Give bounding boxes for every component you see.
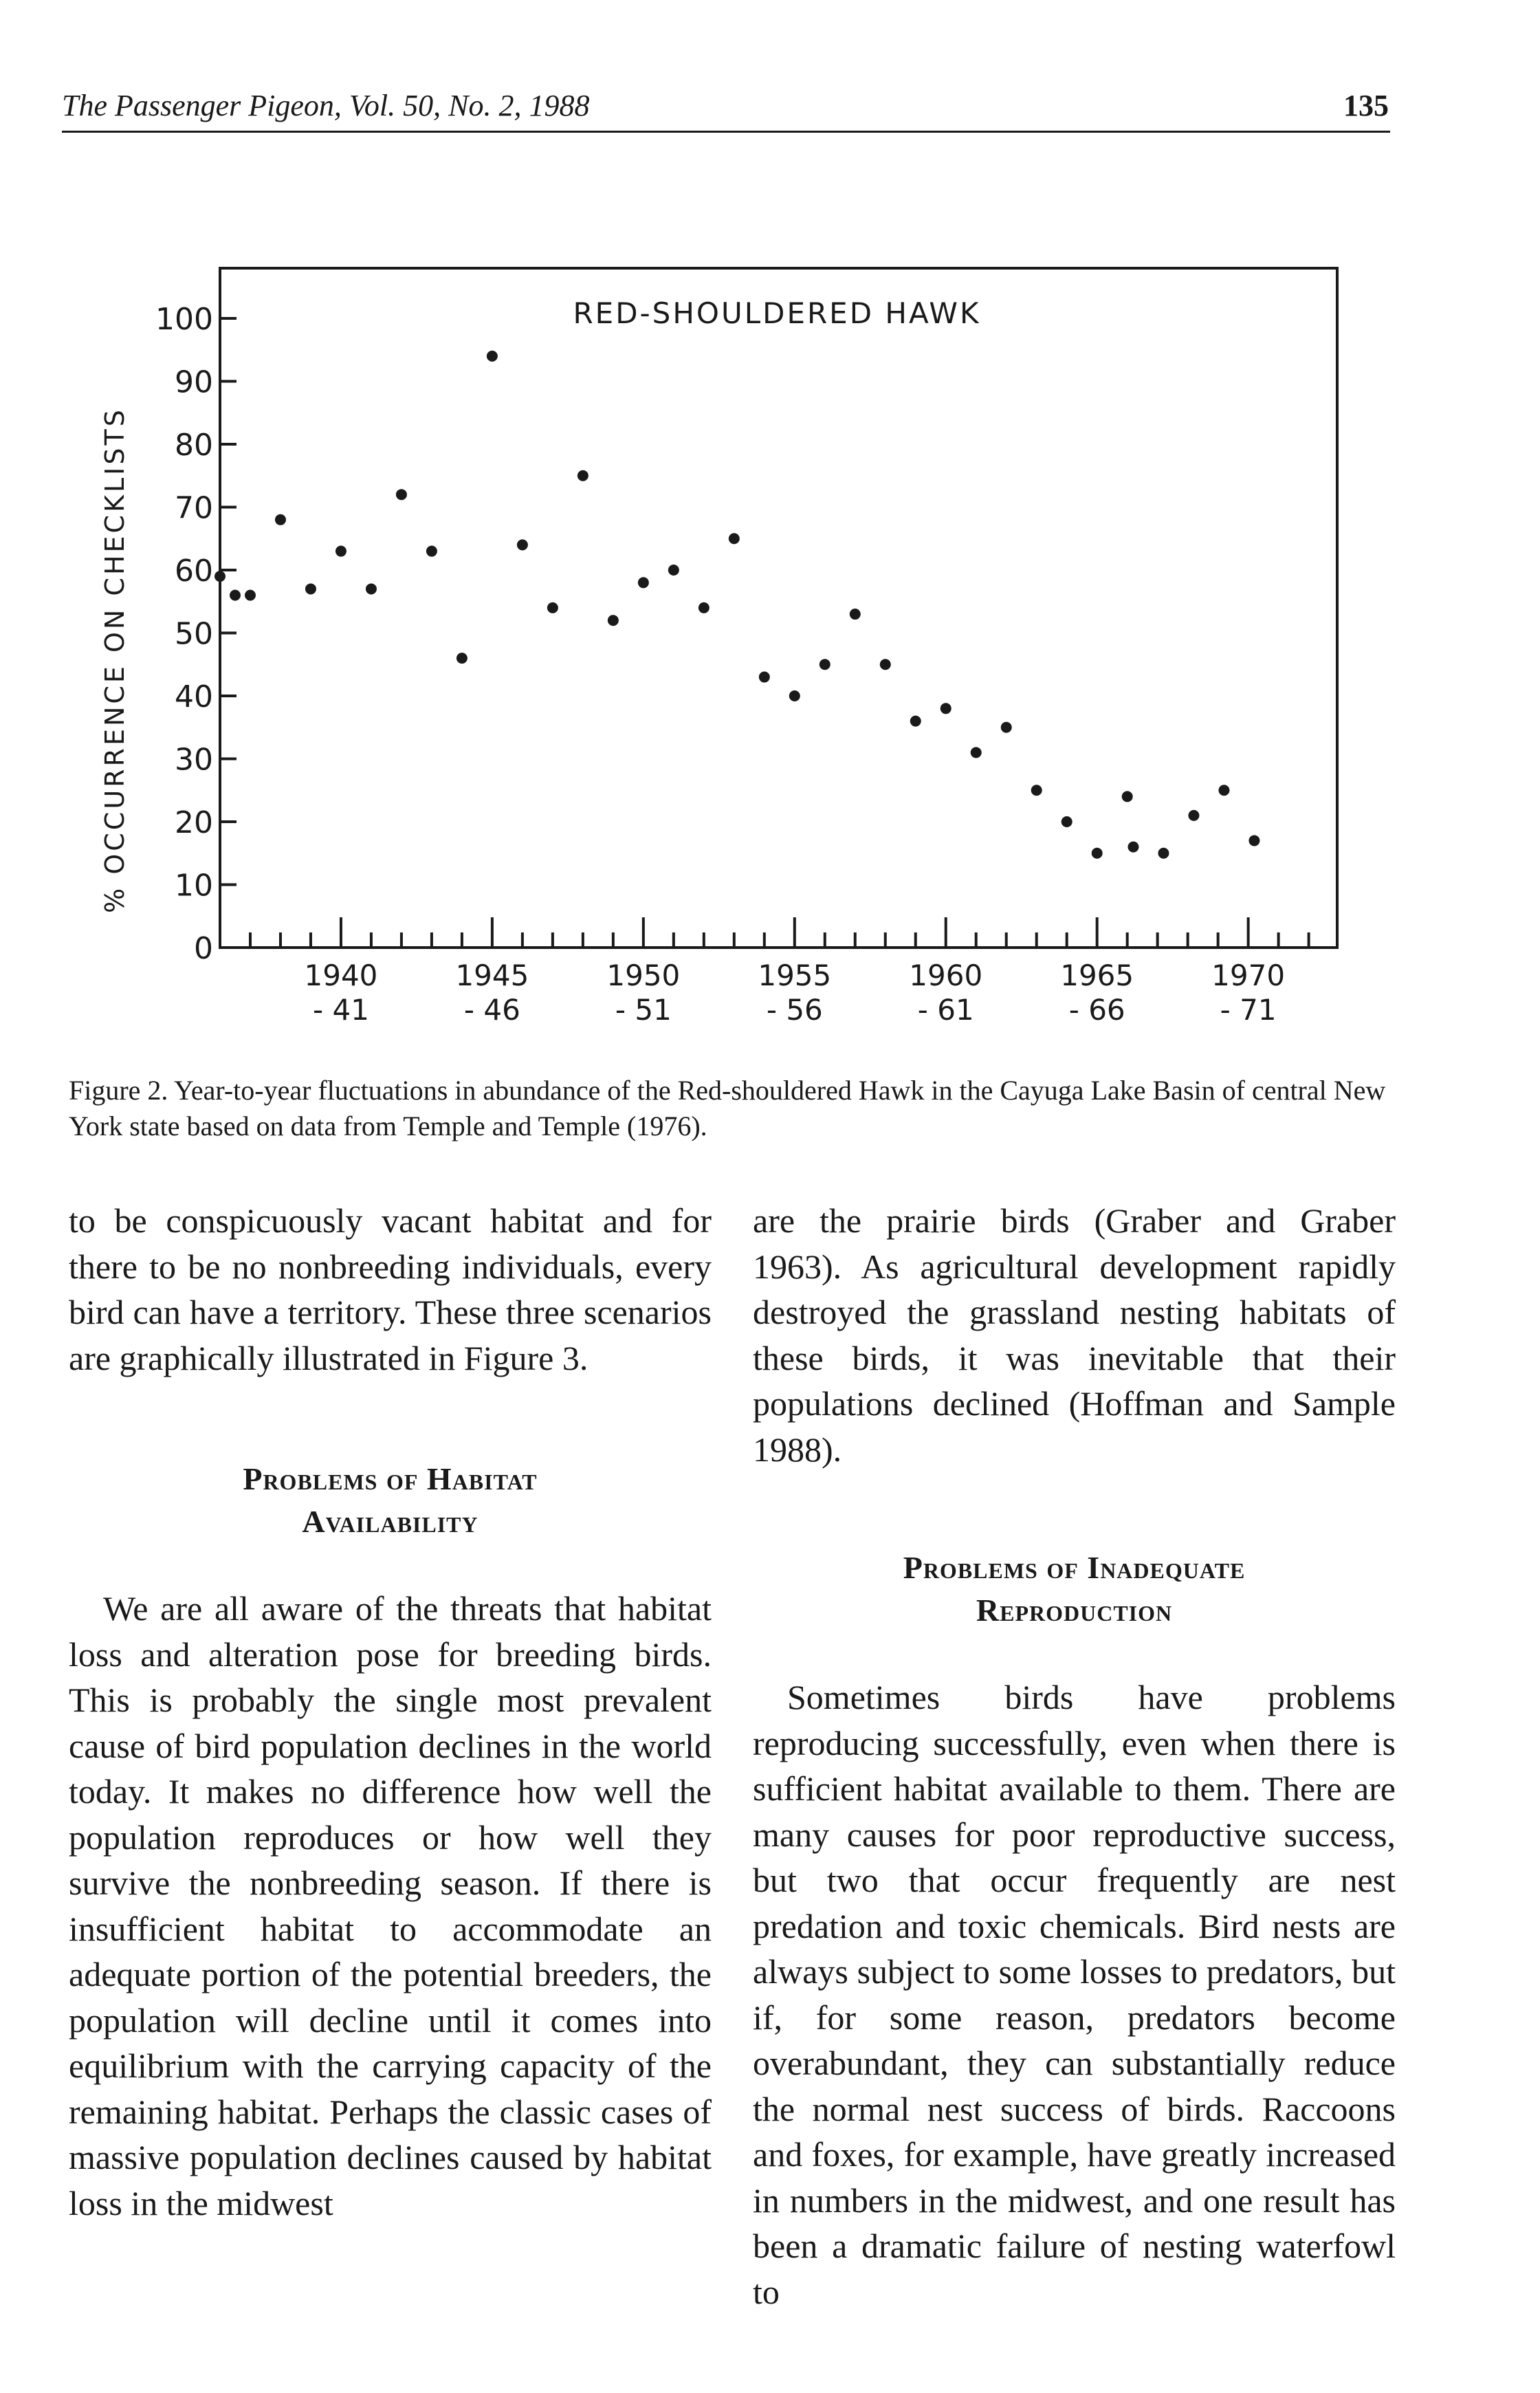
left-column <box>69 1198 712 2226</box>
y-axis-label: % OCCURRENCE ON CHECKLISTS <box>100 407 130 913</box>
figure-caption: Figure 2. Year-to-year fluctuations in abundance of the Red-shouldered Hawk in the Cayuga Lake Basin of central New York state based on data from Temple and Temple (1976). <box>69 1075 1386 1141</box>
y-tick-label: 0 <box>194 931 213 966</box>
y-tick-label: 10 <box>175 868 213 904</box>
data-point <box>638 577 649 588</box>
data-point <box>426 546 437 557</box>
x-tick-label: - 46 <box>463 993 520 1027</box>
x-tick-label: - 61 <box>917 993 974 1027</box>
data-point <box>1218 785 1229 796</box>
paragraph: Sometimes birds have problems reproducing successfully, even when there is sufficient habitat available to them. There are many causes for poor reproductive success, but two that occur frequently are nest predation and toxic chemicals. Bird nests are always subject to some losses to predators, but if, for some reason, predators become overabundant, they can substantially reduce the normal nest success of birds. Raccoons and foxes, for example, have greatly increased in numbers in the midwest, and one result has been a dramatic failure of nesting waterfowl to <box>753 1678 1396 2311</box>
y-tick-label: 50 <box>175 616 213 652</box>
right-column <box>753 1198 1396 2315</box>
x-tick-label: - 71 <box>1220 993 1277 1027</box>
data-point <box>668 565 679 576</box>
paragraph: to be conspicuously vacant habitat and for there to be no nonbreeding individuals, every bird can have a territory. These three scenarios are graphically illustrated in Figure 3. <box>69 1201 712 1377</box>
data-point <box>1031 785 1042 796</box>
x-tick-label: 1965 <box>1060 959 1134 992</box>
y-tick-label: 100 <box>155 302 213 337</box>
data-point <box>487 351 498 362</box>
data-point <box>971 747 982 758</box>
data-point <box>578 470 588 481</box>
data-point <box>820 659 830 670</box>
data-point <box>940 703 952 714</box>
header-rule <box>62 131 1390 133</box>
data-point <box>729 533 740 544</box>
section-heading <box>69 1458 712 1543</box>
x-tick-label: - 66 <box>1068 993 1125 1027</box>
y-tick-label: 70 <box>175 490 213 526</box>
data-point <box>396 489 407 500</box>
x-tick-label: 1950 <box>606 959 681 992</box>
data-point <box>214 571 226 582</box>
x-tick-label: 1955 <box>758 959 832 992</box>
data-point <box>366 583 377 594</box>
data-point <box>789 690 800 701</box>
y-tick-label: 80 <box>175 428 213 463</box>
data-point <box>850 609 861 620</box>
data-point <box>456 653 468 664</box>
data-point <box>759 672 770 683</box>
data-point <box>1128 842 1138 853</box>
data-point <box>1248 835 1260 846</box>
red-shouldered-hawk-chart <box>69 254 1361 1045</box>
data-point <box>275 514 286 525</box>
heading-line: Problems of Inadequate <box>903 1550 1246 1585</box>
data-point <box>336 546 346 557</box>
x-tick-label: - 41 <box>312 993 369 1027</box>
x-tick-label: 1970 <box>1211 959 1286 992</box>
data-point <box>245 590 256 601</box>
data-point <box>1158 848 1169 859</box>
plot-frame <box>220 268 1337 948</box>
x-tick-label: 1940 <box>304 959 378 992</box>
data-point <box>1188 810 1199 821</box>
y-tick-label: 20 <box>175 805 213 840</box>
paragraph: We are all aware of the threats that habitat loss and alteration pose for breeding birds. This is probably the single most prevalent cause of bird population declines in the world today. It makes no difference how well the population reproduces or how well they survive the nonbreeding season. If there is insufficient habitat to accommodate an adequate portion of the potential breeders, the population will decline until it comes into equilibrium with the carrying capacity of the remaining habitat. Perhaps the classic cases of massive population declines caused by habitat loss in the midwest <box>69 1589 712 2222</box>
data-point <box>1122 791 1133 802</box>
data-point <box>547 602 558 613</box>
y-tick-label: 30 <box>175 742 213 778</box>
data-point <box>230 590 241 601</box>
x-tick-label: - 56 <box>766 993 823 1027</box>
data-point <box>517 539 528 550</box>
data-point <box>698 602 710 613</box>
data-point <box>880 659 891 670</box>
x-tick-label: 1960 <box>909 959 983 992</box>
data-point <box>608 615 619 626</box>
heading-line: Problems of Habitat <box>243 1461 538 1496</box>
paragraph: are the prairie birds (Graber and Graber 1963). As agricultural development rapidly destroyed the grassland nesting habitats of these birds, it was inevitable that their populations declined (Hoffman and Sample 1988). <box>753 1201 1396 1469</box>
running-header: The Passenger Pigeon, Vol. 50, No. 2, 1988 <box>62 89 590 122</box>
x-tick-label: - 51 <box>615 993 672 1027</box>
heading-line: Reproduction <box>976 1593 1173 1628</box>
data-point <box>1092 848 1103 859</box>
chart-title: RED-SHOULDERED HAWK <box>573 296 981 330</box>
y-tick-label: 90 <box>175 364 213 400</box>
y-tick-label: 60 <box>175 554 213 589</box>
section-heading <box>753 1547 1396 1632</box>
data-point <box>910 716 921 727</box>
y-tick-label: 40 <box>175 679 213 714</box>
data-point <box>1001 722 1012 733</box>
data-point <box>1062 816 1072 827</box>
page-number: 135 <box>1343 89 1389 122</box>
data-point <box>305 583 316 594</box>
x-tick-label: 1945 <box>455 959 529 992</box>
heading-line: Availability <box>302 1504 478 1539</box>
